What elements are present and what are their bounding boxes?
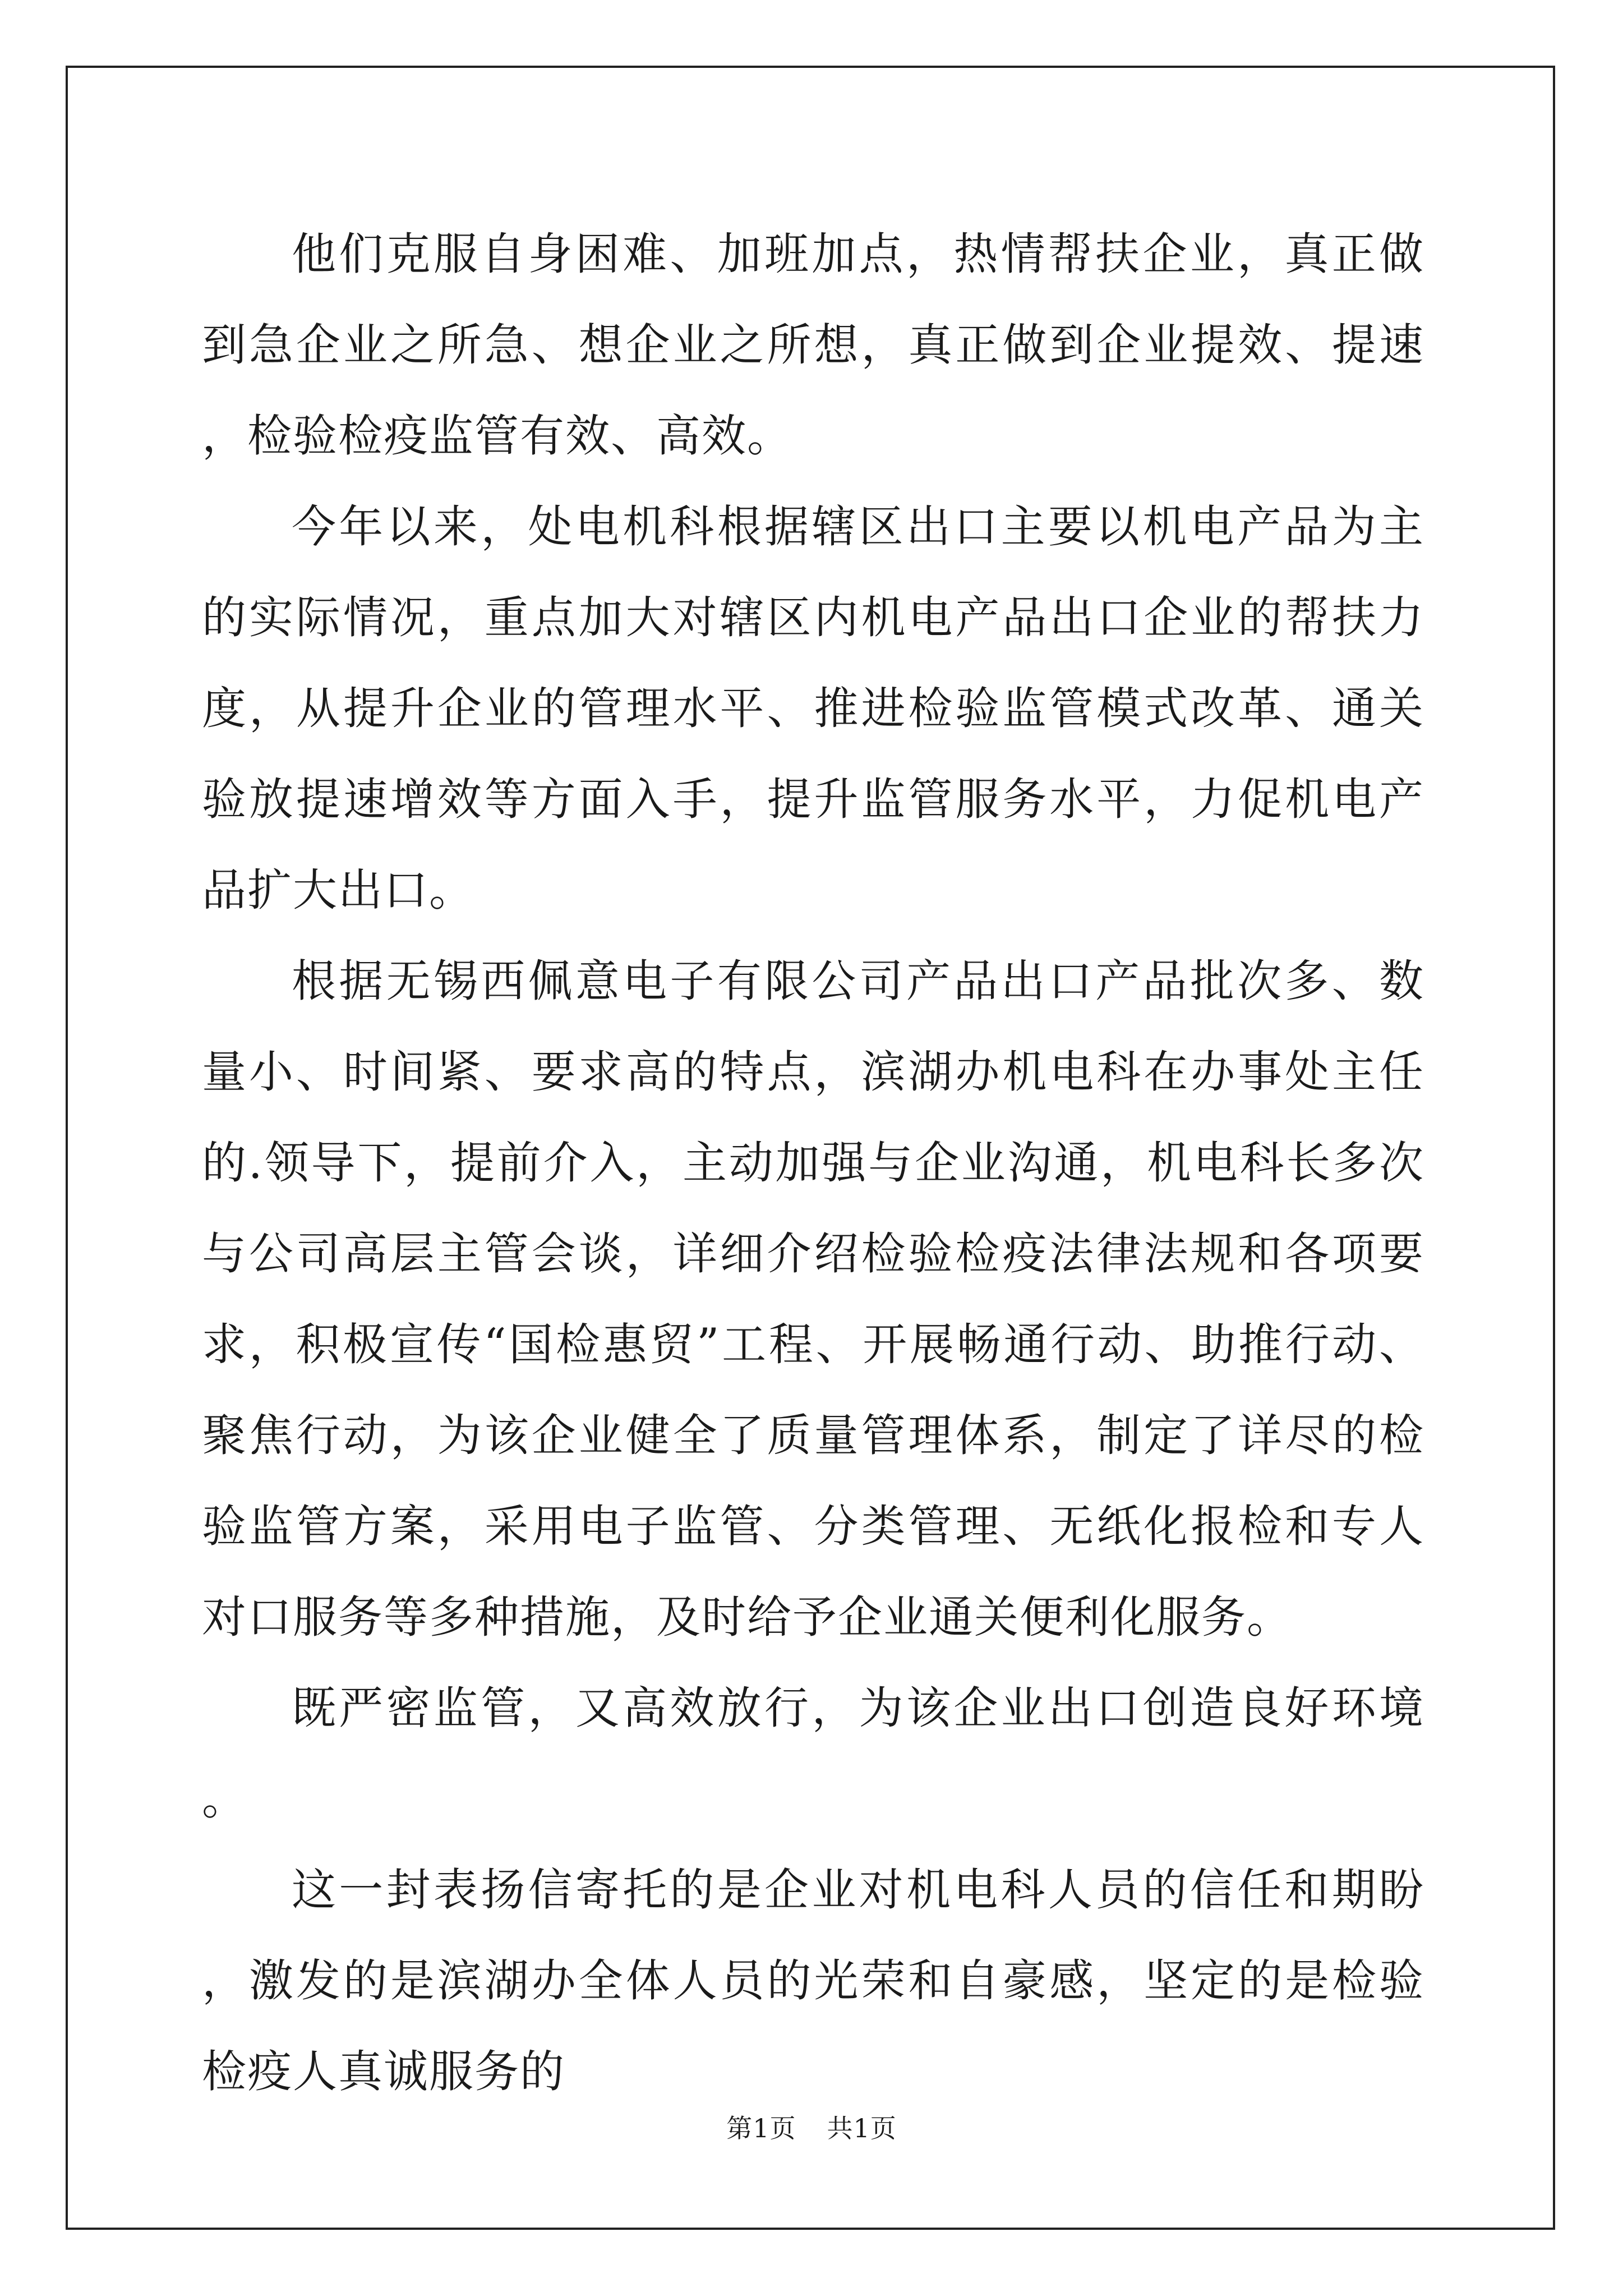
- paragraph-5: 这一封表扬信寄托的是企业对机电科人员的信任和期盼，激发的是滨湖办全体人员的光荣和自豪感，坚定的是检验检疫人真诚服务的: [202, 1864, 1424, 2097]
- paragraph-2: 今年以来，处电机科根据辖区出口主要以机电产品为主的实际情况，重点加大对辖区内机电产品出口企业的帮扶力度，从提升企业的管理水平、推进检验监管模式改革、通关验放提速增效等方面入手，提升监管服务水平，力促机电产品扩大出口。: [202, 501, 1424, 916]
- paragraph-1: 他们克服自身困难、加班加点，热情帮扶企业，真正做到急企业之所急、想企业之所想，真正做到企业提效、提速，检验检疫监管有效、高效。: [202, 228, 1424, 462]
- page-number-current: 第1页: [726, 2113, 796, 2143]
- page-footer: [0, 2111, 1623, 2145]
- document-body: [202, 209, 1424, 2117]
- paragraph-3: 根据无锡西佩意电子有限公司产品出口产品批次多、数量小、时间紧、要求高的特点，滨湖办机电科在办事处主任的.领导下，提前介入，主动加强与企业沟通，机电科长多次与公司高层主管会谈，详细介绍检验检疫法律法规和各项要求，积极宣传“国检惠贸”工程、开展畅通行动、助推行动、聚焦行动，为该企业健全了质量管理体系，制定了详尽的检验监管方案，采用电子监管、分类管理、无纸化报检和专人对口服务等多种措施，及时给予企业通关便利化服务。: [202, 955, 1424, 1643]
- paragraph-4: 既严密监管，又高效放行，为该企业出口创造良好环境。: [202, 1682, 1424, 1825]
- page-number-total: 共1页: [827, 2113, 897, 2143]
